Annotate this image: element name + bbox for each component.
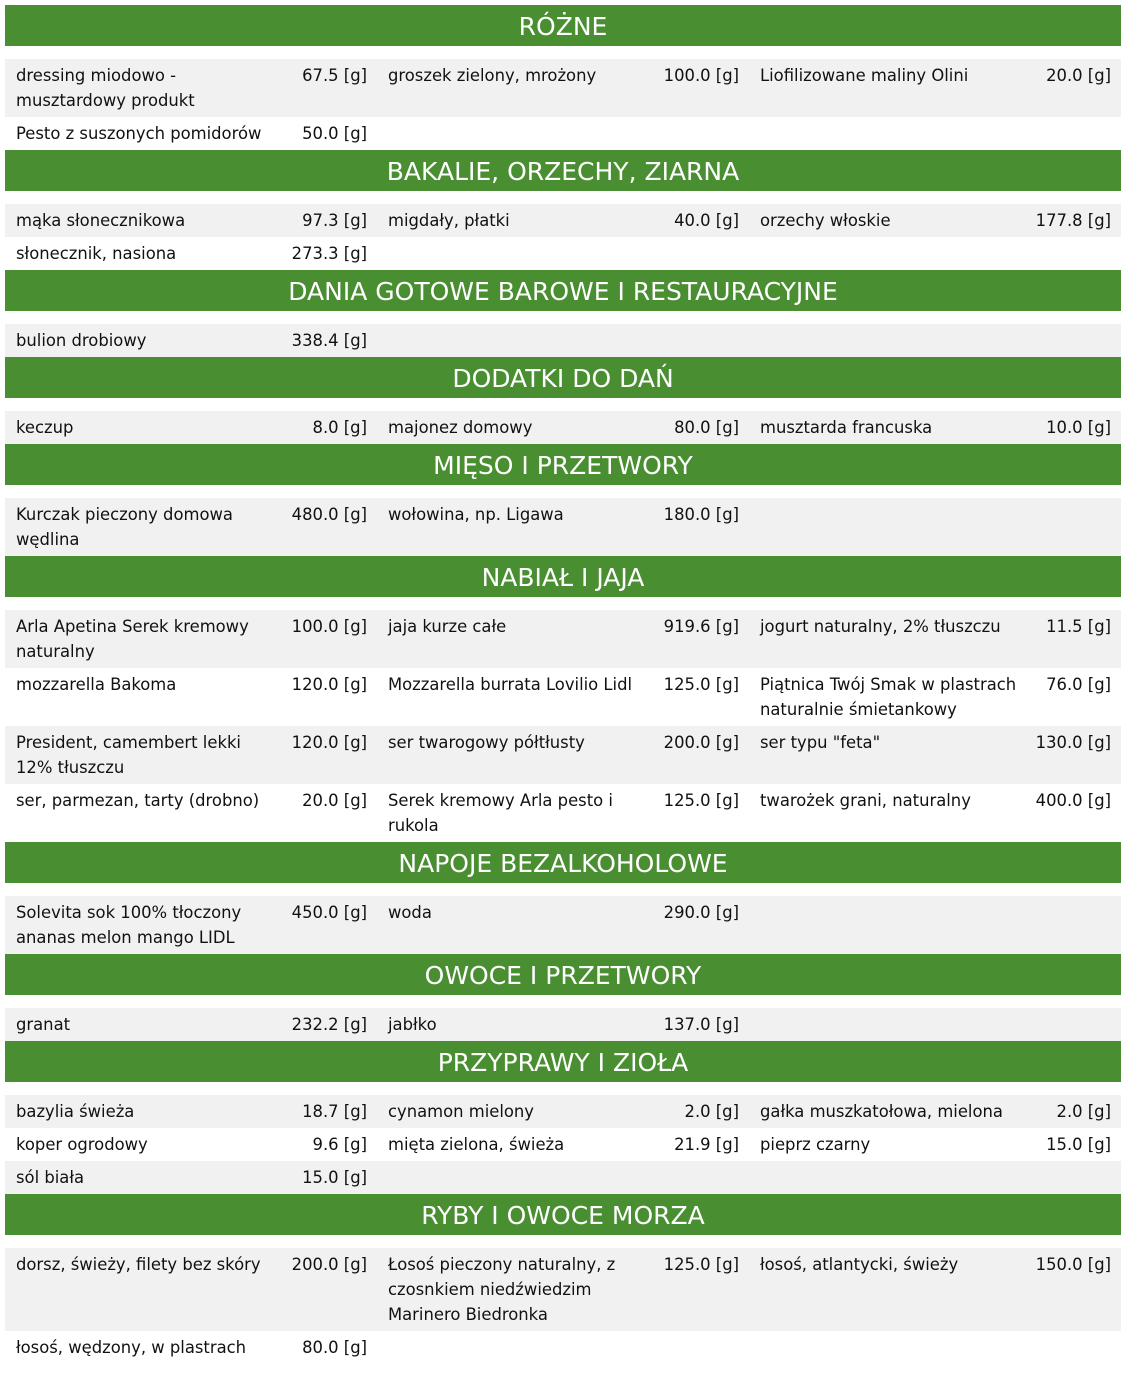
product-name: sól biała — [16, 1168, 85, 1187]
product-quantity: 180.0 [g] — [663, 505, 739, 524]
product-quantity: 20.0 [g] — [1046, 66, 1111, 85]
category-header: RYBY I OWOCE MORZA — [5, 1194, 1121, 1235]
product-item — [5, 1165, 377, 1190]
product-quantity: 273.3 [g] — [291, 244, 367, 263]
product-item — [749, 1099, 1121, 1124]
category-section — [5, 556, 1121, 842]
product-name: bulion drobiowy — [16, 331, 147, 350]
product-item — [5, 900, 377, 950]
product-quantity: 2.0 [g] — [1056, 1102, 1111, 1121]
product-name: granat — [16, 1015, 71, 1034]
category-header: MIĘSO I PRZETWORY — [5, 444, 1121, 485]
product-item — [749, 63, 1121, 113]
table-row — [5, 784, 1121, 842]
product-quantity: 120.0 [g] — [291, 675, 367, 694]
product-name: twarożek grani, naturalny — [760, 791, 971, 810]
category-header: NAPOJE BEZALKOHOLOWE — [5, 842, 1121, 883]
table-row — [5, 1128, 1121, 1161]
product-item — [377, 1012, 749, 1037]
product-quantity: 21.9 [g] — [674, 1135, 739, 1154]
product-quantity: 400.0 [g] — [1035, 791, 1111, 810]
product-name: jogurt naturalny, 2% tłuszczu — [760, 617, 1001, 636]
product-name: ser twarogowy półtłusty — [388, 733, 585, 752]
product-name: Pesto z suszonych pomidorów — [16, 124, 262, 143]
product-item — [5, 730, 377, 780]
product-name: słonecznik, nasiona — [16, 244, 177, 263]
product-quantity: 150.0 [g] — [1035, 1255, 1111, 1274]
table-row — [5, 117, 1121, 150]
product-quantity: 2.0 [g] — [684, 1102, 739, 1121]
product-quantity: 11.5 [g] — [1046, 617, 1111, 636]
table-row — [5, 726, 1121, 784]
product-item — [5, 672, 377, 722]
category-section — [5, 5, 1121, 150]
product-quantity: 100.0 [g] — [663, 66, 739, 85]
category-header: RÓŻNE — [5, 5, 1121, 46]
category-section — [5, 357, 1121, 444]
product-name: jabłko — [388, 1015, 437, 1034]
table-row — [5, 1248, 1121, 1331]
product-item — [749, 1132, 1121, 1157]
product-quantity: 232.2 [g] — [291, 1015, 367, 1034]
product-item — [5, 1099, 377, 1124]
product-quantity: 76.0 [g] — [1046, 675, 1111, 694]
table-row — [5, 610, 1121, 668]
table-row — [5, 1161, 1121, 1194]
product-quantity: 50.0 [g] — [302, 124, 367, 143]
product-name: mąka słonecznikowa — [16, 211, 186, 230]
table-row — [5, 237, 1121, 270]
product-item — [377, 502, 749, 552]
product-name: woda — [388, 903, 432, 922]
product-quantity: 338.4 [g] — [291, 331, 367, 350]
table-row — [5, 498, 1121, 556]
product-quantity: 97.3 [g] — [302, 211, 367, 230]
product-name: cynamon mielony — [388, 1102, 535, 1121]
product-name: mięta zielona, świeża — [388, 1135, 565, 1154]
product-quantity: 67.5 [g] — [302, 66, 367, 85]
product-item — [377, 900, 749, 950]
product-name: majonez domowy — [388, 418, 533, 437]
product-item — [749, 614, 1121, 664]
category-section — [5, 842, 1121, 954]
table-row — [5, 411, 1121, 444]
product-quantity: 200.0 [g] — [663, 733, 739, 752]
product-quantity: 120.0 [g] — [291, 733, 367, 752]
product-item — [5, 208, 377, 233]
category-header: PRZYPRAWY I ZIOŁA — [5, 1041, 1121, 1082]
product-quantity: 80.0 [g] — [674, 418, 739, 437]
product-item — [749, 208, 1121, 233]
product-item — [5, 415, 377, 440]
product-item — [5, 241, 377, 266]
category-header: DODATKI DO DAŃ — [5, 357, 1121, 398]
product-name: łosoś, wędzony, w plastrach — [16, 1338, 247, 1357]
product-name: orzechy włoskie — [760, 211, 891, 230]
product-name: gałka muszkatołowa, mielona — [760, 1102, 1003, 1121]
product-name: Piątnica Twój Smak w plastrach naturalnie śmietankowy — [760, 675, 1017, 719]
product-quantity: 100.0 [g] — [291, 617, 367, 636]
category-section — [5, 444, 1121, 556]
table-row — [5, 324, 1121, 357]
product-quantity: 15.0 [g] — [1046, 1135, 1111, 1154]
product-item — [5, 1012, 377, 1037]
product-quantity: 290.0 [g] — [663, 903, 739, 922]
table-row — [5, 1095, 1121, 1128]
product-quantity: 80.0 [g] — [302, 1338, 367, 1357]
product-quantity: 10.0 [g] — [1046, 418, 1111, 437]
product-name: keczup — [16, 418, 74, 437]
category-section — [5, 954, 1121, 1041]
product-quantity: 130.0 [g] — [1035, 733, 1111, 752]
product-item — [5, 1252, 377, 1327]
product-item — [377, 672, 749, 722]
product-quantity: 8.0 [g] — [312, 418, 367, 437]
product-item — [377, 614, 749, 664]
product-quantity: 480.0 [g] — [291, 505, 367, 524]
product-item — [5, 1335, 377, 1360]
category-section — [5, 1194, 1121, 1364]
product-name: łosoś, atlantycki, świeży — [760, 1255, 959, 1274]
category-header: NABIAŁ I JAJA — [5, 556, 1121, 597]
product-item — [377, 1252, 749, 1327]
product-item — [377, 208, 749, 233]
category-section — [5, 150, 1121, 270]
product-item — [5, 788, 377, 838]
product-item — [5, 328, 377, 353]
product-quantity: 18.7 [g] — [302, 1102, 367, 1121]
product-name: Łosoś pieczony naturalny, z czosnkiem niedźwiedzim Marinero Biedronka — [388, 1255, 616, 1324]
product-name: mozzarella Bakoma — [16, 675, 177, 694]
product-item — [749, 1252, 1121, 1327]
product-quantity: 919.6 [g] — [663, 617, 739, 636]
product-name: wołowina, np. Ligawa — [388, 505, 564, 524]
product-name: ser typu "feta" — [760, 733, 881, 752]
table-row — [5, 1008, 1121, 1041]
product-item — [5, 63, 377, 113]
product-item — [5, 614, 377, 664]
table-row — [5, 204, 1121, 237]
product-item — [377, 415, 749, 440]
product-name: dorsz, świeży, filety bez skóry — [16, 1255, 261, 1274]
category-section — [5, 1041, 1121, 1194]
product-name: koper ogrodowy — [16, 1135, 148, 1154]
product-name: groszek zielony, mrożony — [388, 66, 597, 85]
product-quantity: 20.0 [g] — [302, 791, 367, 810]
product-quantity: 125.0 [g] — [663, 1255, 739, 1274]
product-quantity: 125.0 [g] — [663, 675, 739, 694]
product-name: bazylia świeża — [16, 1102, 135, 1121]
product-quantity: 177.8 [g] — [1035, 211, 1111, 230]
product-item — [749, 730, 1121, 780]
product-quantity: 200.0 [g] — [291, 1255, 367, 1274]
product-item — [377, 1099, 749, 1124]
product-quantity: 137.0 [g] — [663, 1015, 739, 1034]
product-name: Mozzarella burrata Lovilio Lidl — [388, 675, 633, 694]
product-quantity: 40.0 [g] — [674, 211, 739, 230]
table-row — [5, 668, 1121, 726]
table-row — [5, 59, 1121, 117]
product-name: Arla Apetina Serek kremowy naturalny — [16, 617, 249, 661]
product-name: Serek kremowy Arla pesto i rukola — [388, 791, 613, 835]
product-quantity: 15.0 [g] — [302, 1168, 367, 1187]
product-name: pieprz czarny — [760, 1135, 871, 1154]
product-item — [5, 1132, 377, 1157]
category-header: BAKALIE, ORZECHY, ZIARNA — [5, 150, 1121, 191]
product-name: dressing miodowo - musztardowy produkt — [16, 66, 195, 110]
category-section — [5, 270, 1121, 357]
product-quantity: 450.0 [g] — [291, 903, 367, 922]
product-quantity: 125.0 [g] — [663, 791, 739, 810]
product-name: Liofilizowane maliny Olini — [760, 66, 969, 85]
product-item — [5, 502, 377, 552]
product-name: Solevita sok 100% tłoczony ananas melon mango LIDL — [16, 903, 242, 947]
category-header: OWOCE I PRZETWORY — [5, 954, 1121, 995]
product-quantity: 9.6 [g] — [312, 1135, 367, 1154]
product-name: musztarda francuska — [760, 418, 933, 437]
product-name: jaja kurze całe — [388, 617, 507, 636]
product-item — [749, 672, 1121, 722]
product-item — [749, 415, 1121, 440]
product-name: migdały, płatki — [388, 211, 510, 230]
product-item — [377, 730, 749, 780]
product-item — [5, 121, 377, 146]
table-row — [5, 1331, 1121, 1364]
product-item — [377, 788, 749, 838]
product-name: Kurczak pieczony domowa wędlina — [16, 505, 233, 549]
product-item — [377, 1132, 749, 1157]
product-item — [377, 63, 749, 113]
shopping-list — [5, 5, 1121, 1364]
product-name: President, camembert lekki 12% tłuszczu — [16, 733, 241, 777]
product-name: ser, parmezan, tarty (drobno) — [16, 791, 260, 810]
category-header: DANIA GOTOWE BAROWE I RESTAURACYJNE — [5, 270, 1121, 311]
product-item — [749, 788, 1121, 838]
table-row — [5, 896, 1121, 954]
